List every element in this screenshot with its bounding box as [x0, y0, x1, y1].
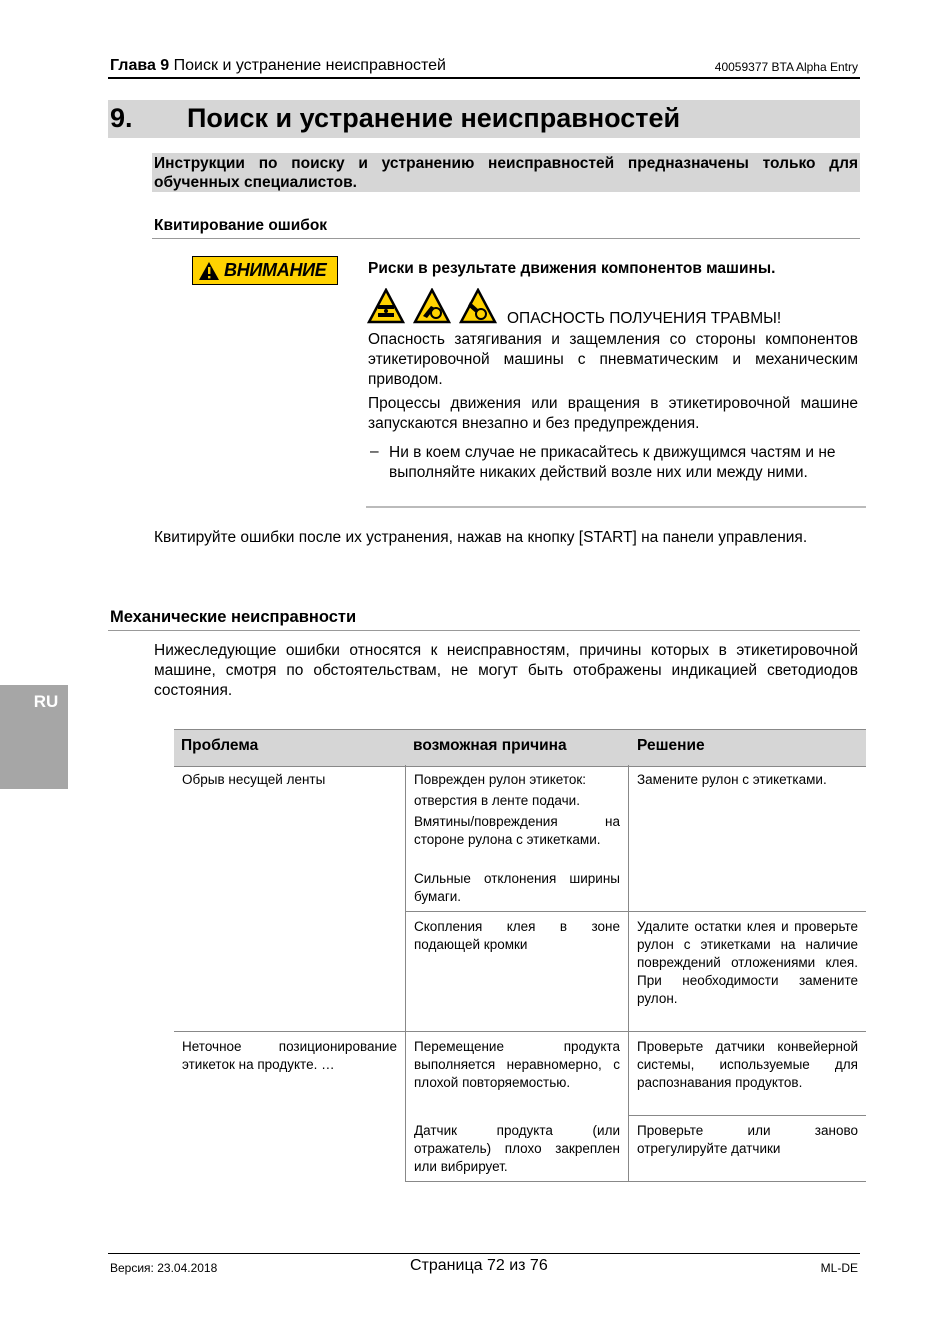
table-divider [405, 1181, 866, 1182]
risk-title: Риски в результате движения компонентов машины. [368, 260, 776, 277]
table-divider [628, 1115, 866, 1116]
language-tab-label: RU [33, 692, 59, 711]
warning-badge-label: ВНИМАНИЕ [224, 260, 327, 280]
mech-intro: Нижеследующие ошибки относятся к неисправностям, причины которых в этикетировочной машине, смотря по обстоятельствам, не могут быть отображены индикацией светодиодов состояния. [154, 642, 858, 699]
bullet-marker: – [370, 443, 379, 460]
table-cell-problem: Неточное позиционирование этикеток на продукте. … [182, 1039, 397, 1072]
warning-bullet: Ни в коем случае не прикасайтесь к движущимся частям и не выполняйте никаких действий возле них или между ними. [389, 444, 836, 481]
table-cell-solution: Проверьте или заново отрегулируйте датчики [637, 1123, 858, 1156]
table-header-problem: Проблема [181, 737, 259, 754]
warning-bottom-rule [366, 506, 866, 508]
table-cell-cause: Поврежден рулон этикеток: [414, 772, 587, 787]
footer-page-number: Страница 72 из 76 [410, 1257, 548, 1274]
warning-paragraph-2: Процессы движения или вращения в этикетировочной машине запускаются внезапно и без предупреждения. [368, 395, 858, 432]
chapter-title: Поиск и устранение неисправностей [187, 103, 681, 133]
table-cell-cause: Датчик продукта (или отражатель) плохо закреплен или вибрирует. [414, 1123, 620, 1174]
table-cell-problem: Обрыв несущей ленты [182, 772, 326, 787]
footer-code: ML-DE [820, 1261, 858, 1275]
header-rule [108, 77, 860, 79]
table-divider [405, 765, 406, 1182]
chapter-label: Глава 9 [110, 57, 170, 74]
footer-rule [108, 1253, 860, 1254]
table-cell-cause: отверстия в ленте подачи. [414, 793, 580, 808]
warning-badge [192, 256, 338, 285]
table-cell-solution: Проверьте датчики конвейерной системы, используемые для распознавания продуктов. [637, 1039, 858, 1090]
entanglement-hazard-icon [413, 288, 451, 324]
chapter-number: 9. [110, 103, 133, 133]
danger-label: ОПАСНОСТЬ ПОЛУЧЕНИЯ ТРАВМЫ! [507, 310, 782, 327]
doc-id: 40059377 BTA Alpha Entry [714, 60, 858, 74]
section-rule [108, 630, 860, 631]
crush-hazard-icon [367, 288, 405, 324]
table-cell-cause: Перемещение продукта выполняется неравномерно, с плохой повторяемостью. [414, 1039, 620, 1090]
footer-version: Версия: 23.04.2018 [110, 1261, 218, 1275]
table-cell-cause: Сильные отклонения ширины бумаги. [414, 871, 620, 904]
table-cell-solution: Замените рулон с этикетками. [637, 772, 827, 787]
section-heading-mech: Механические неисправности [110, 608, 357, 626]
section-heading-ack: Квитирование ошибок [154, 217, 328, 234]
table-divider [405, 911, 866, 912]
warning-paragraph-1: Опасность затягивания и защемления со стороны компонентов этикетировочной машины с пневматическим и механическим приводом. [368, 331, 858, 388]
chapter-title-header: Поиск и устранение неисправностей [173, 57, 446, 74]
notice-text: Инструкции по поиску и устранению неисправностей предназначены только для обученных специалистов. [154, 155, 858, 191]
table-divider [628, 765, 629, 1182]
warning-triangle-icon [198, 261, 220, 281]
table-divider [174, 1031, 866, 1032]
section-rule [152, 238, 860, 239]
table-header-cause: возможная причина [413, 737, 567, 754]
table-header-solution: Решение [637, 737, 705, 754]
running-header-chapter [110, 57, 446, 75]
hand-crush-hazard-icon [459, 288, 497, 324]
ack-instruction: Квитируйте ошибки после их устранения, нажав на кнопку [START] на панели управления. [154, 529, 808, 546]
table-cell-cause: Скопления клея в зоне подающей кромки [414, 919, 620, 952]
table-cell-cause: Вмятины/повреждения на стороне рулона с этикетками. [414, 814, 620, 847]
table-cell-solution: Удалите остатки клея и проверьте рулон с этикетками на наличие повреждений отложениями клея. При необходимости замените рулон. [637, 919, 858, 1006]
